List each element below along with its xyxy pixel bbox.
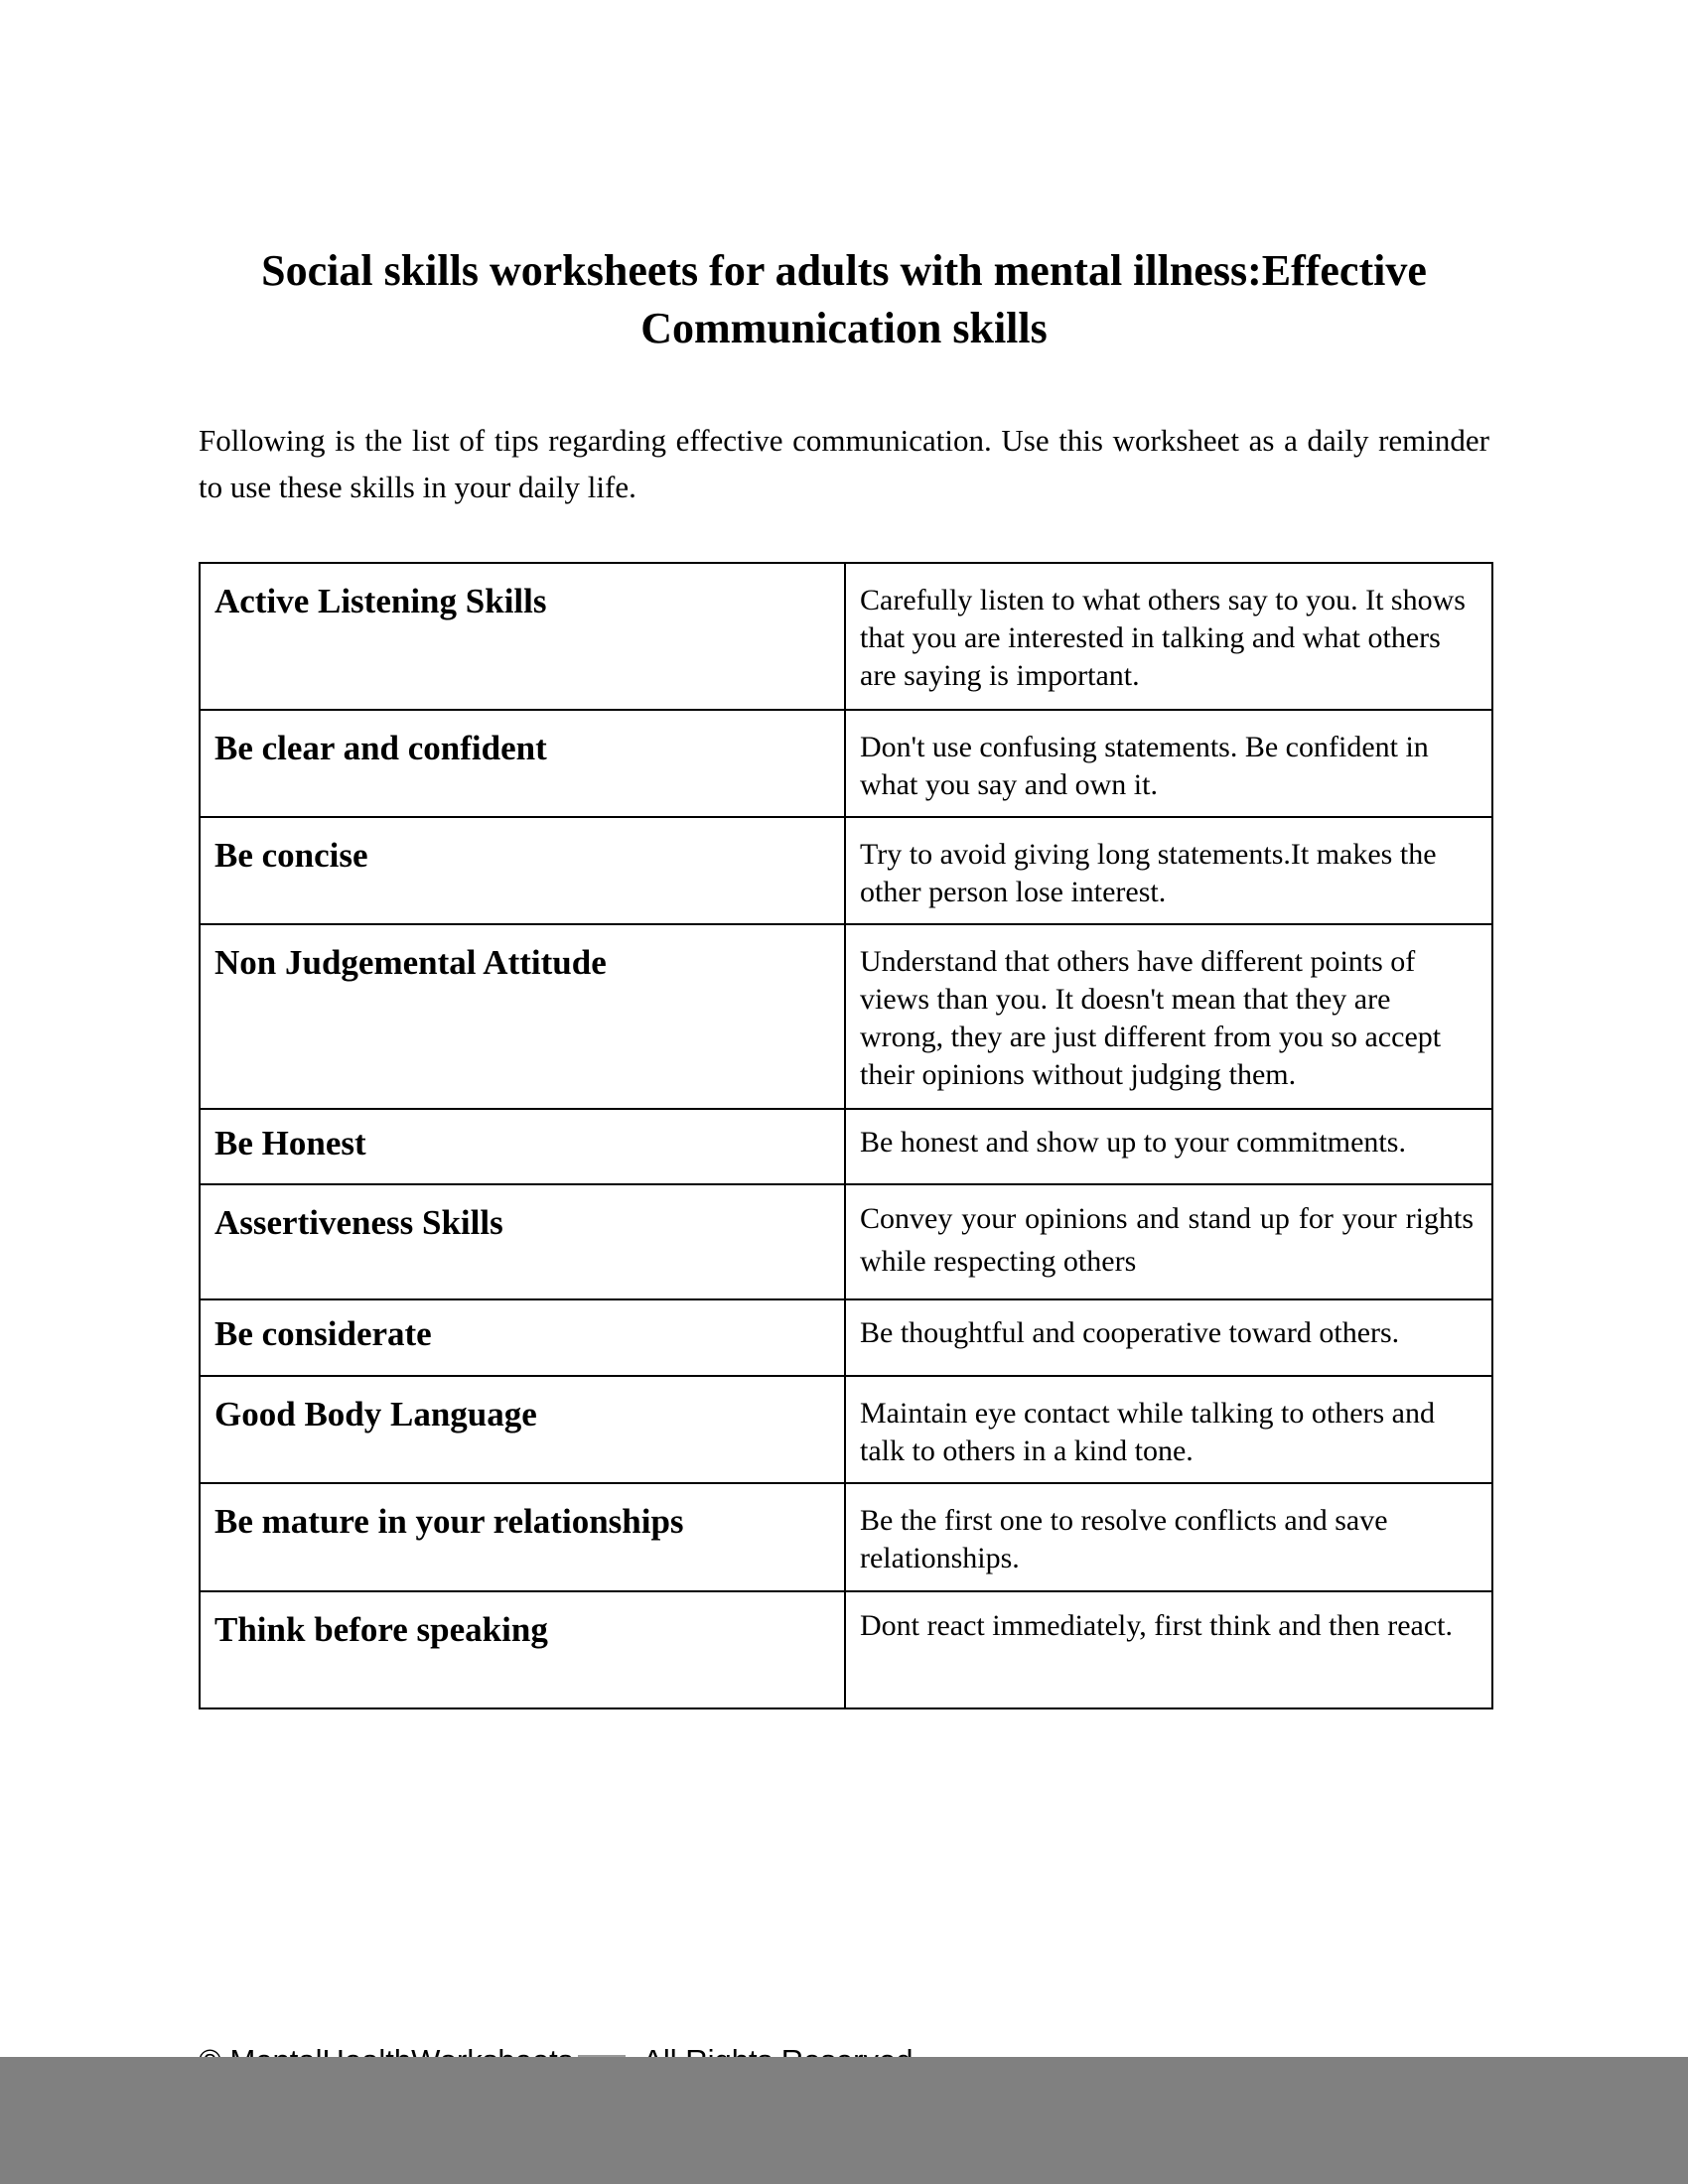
- description-cell: [845, 1376, 1492, 1483]
- table-row: [200, 1299, 1492, 1376]
- skill-description: Carefully listen to what others say to you. It shows that you are interested in talking and what others are saying is important.: [860, 584, 1466, 692]
- description-cell: [845, 924, 1492, 1109]
- skill-cell: [200, 1184, 845, 1299]
- page-title: [199, 242, 1489, 357]
- description-cell: [845, 1184, 1492, 1299]
- skill-name: Non Judgemental Attitude: [214, 943, 607, 982]
- table-row: [200, 817, 1492, 924]
- table-row: [200, 1184, 1492, 1299]
- skill-description: Be honest and show up to your commitments.: [860, 1126, 1406, 1159]
- skill-name: Be mature in your relationships: [214, 1502, 684, 1541]
- description-cell: [845, 817, 1492, 924]
- tips-table: [199, 562, 1493, 1709]
- skill-description: Be thoughtful and cooperative toward others.: [860, 1316, 1400, 1349]
- skill-cell: [200, 1591, 845, 1708]
- skill-cell: [200, 1109, 845, 1184]
- table-row: [200, 563, 1492, 710]
- description-cell: [845, 563, 1492, 710]
- skill-name: Active Listening Skills: [214, 582, 547, 620]
- table-row: [200, 924, 1492, 1109]
- table-row: [200, 1109, 1492, 1184]
- skill-name: Assertiveness Skills: [214, 1203, 503, 1242]
- description-cell: [845, 710, 1492, 817]
- skill-cell: [200, 1376, 845, 1483]
- page-title-line-2: Communication skills: [640, 304, 1048, 352]
- description-cell: [845, 1591, 1492, 1708]
- skill-cell: [200, 1483, 845, 1591]
- description-cell: [845, 1483, 1492, 1591]
- table-row: [200, 1591, 1492, 1708]
- table-row: [200, 1376, 1492, 1483]
- skill-name: Think before speaking: [214, 1610, 548, 1649]
- skill-description: Try to avoid giving long statements.It makes the other person lose interest.: [860, 838, 1437, 908]
- skill-cell: [200, 563, 845, 710]
- skill-description: Dont react immediately, first think and then react.: [860, 1609, 1454, 1642]
- description-cell: [845, 1109, 1492, 1184]
- page-title-line-1: Social skills worksheets for adults with mental illness:Effective: [261, 246, 1427, 295]
- skill-description: Convey your opinions and stand up for your rights while respecting others: [860, 1202, 1474, 1278]
- skill-name: Good Body Language: [214, 1395, 537, 1433]
- skill-description: Maintain eye contact while talking to others and talk to others in a kind tone.: [860, 1397, 1435, 1467]
- skill-name: Be clear and confident: [214, 729, 547, 767]
- skill-description: Don't use confusing statements. Be confident in what you say and own it.: [860, 731, 1429, 801]
- skill-cell: [200, 817, 845, 924]
- table-row: [200, 1483, 1492, 1591]
- intro-paragraph: Following is the list of tips regarding effective communication. Use this worksheet as a daily reminder to use these skills in your daily life.: [199, 423, 1489, 504]
- skill-description: Understand that others have different points of views than you. It doesn't mean that they are wrong, they are just different from you so accept their opinions without judging them.: [860, 945, 1442, 1091]
- skill-cell: [200, 1299, 845, 1376]
- bottom-gray-band: [0, 2057, 1688, 2184]
- description-cell: [845, 1299, 1492, 1376]
- skill-name: Be considerate: [214, 1314, 432, 1353]
- skill-cell: [200, 924, 845, 1109]
- skill-description: Be the first one to resolve conflicts and save relationships.: [860, 1504, 1388, 1574]
- skill-name: Be concise: [214, 836, 368, 875]
- table-row: [200, 710, 1492, 817]
- skill-name: Be Honest: [214, 1124, 366, 1162]
- skill-cell: [200, 710, 845, 817]
